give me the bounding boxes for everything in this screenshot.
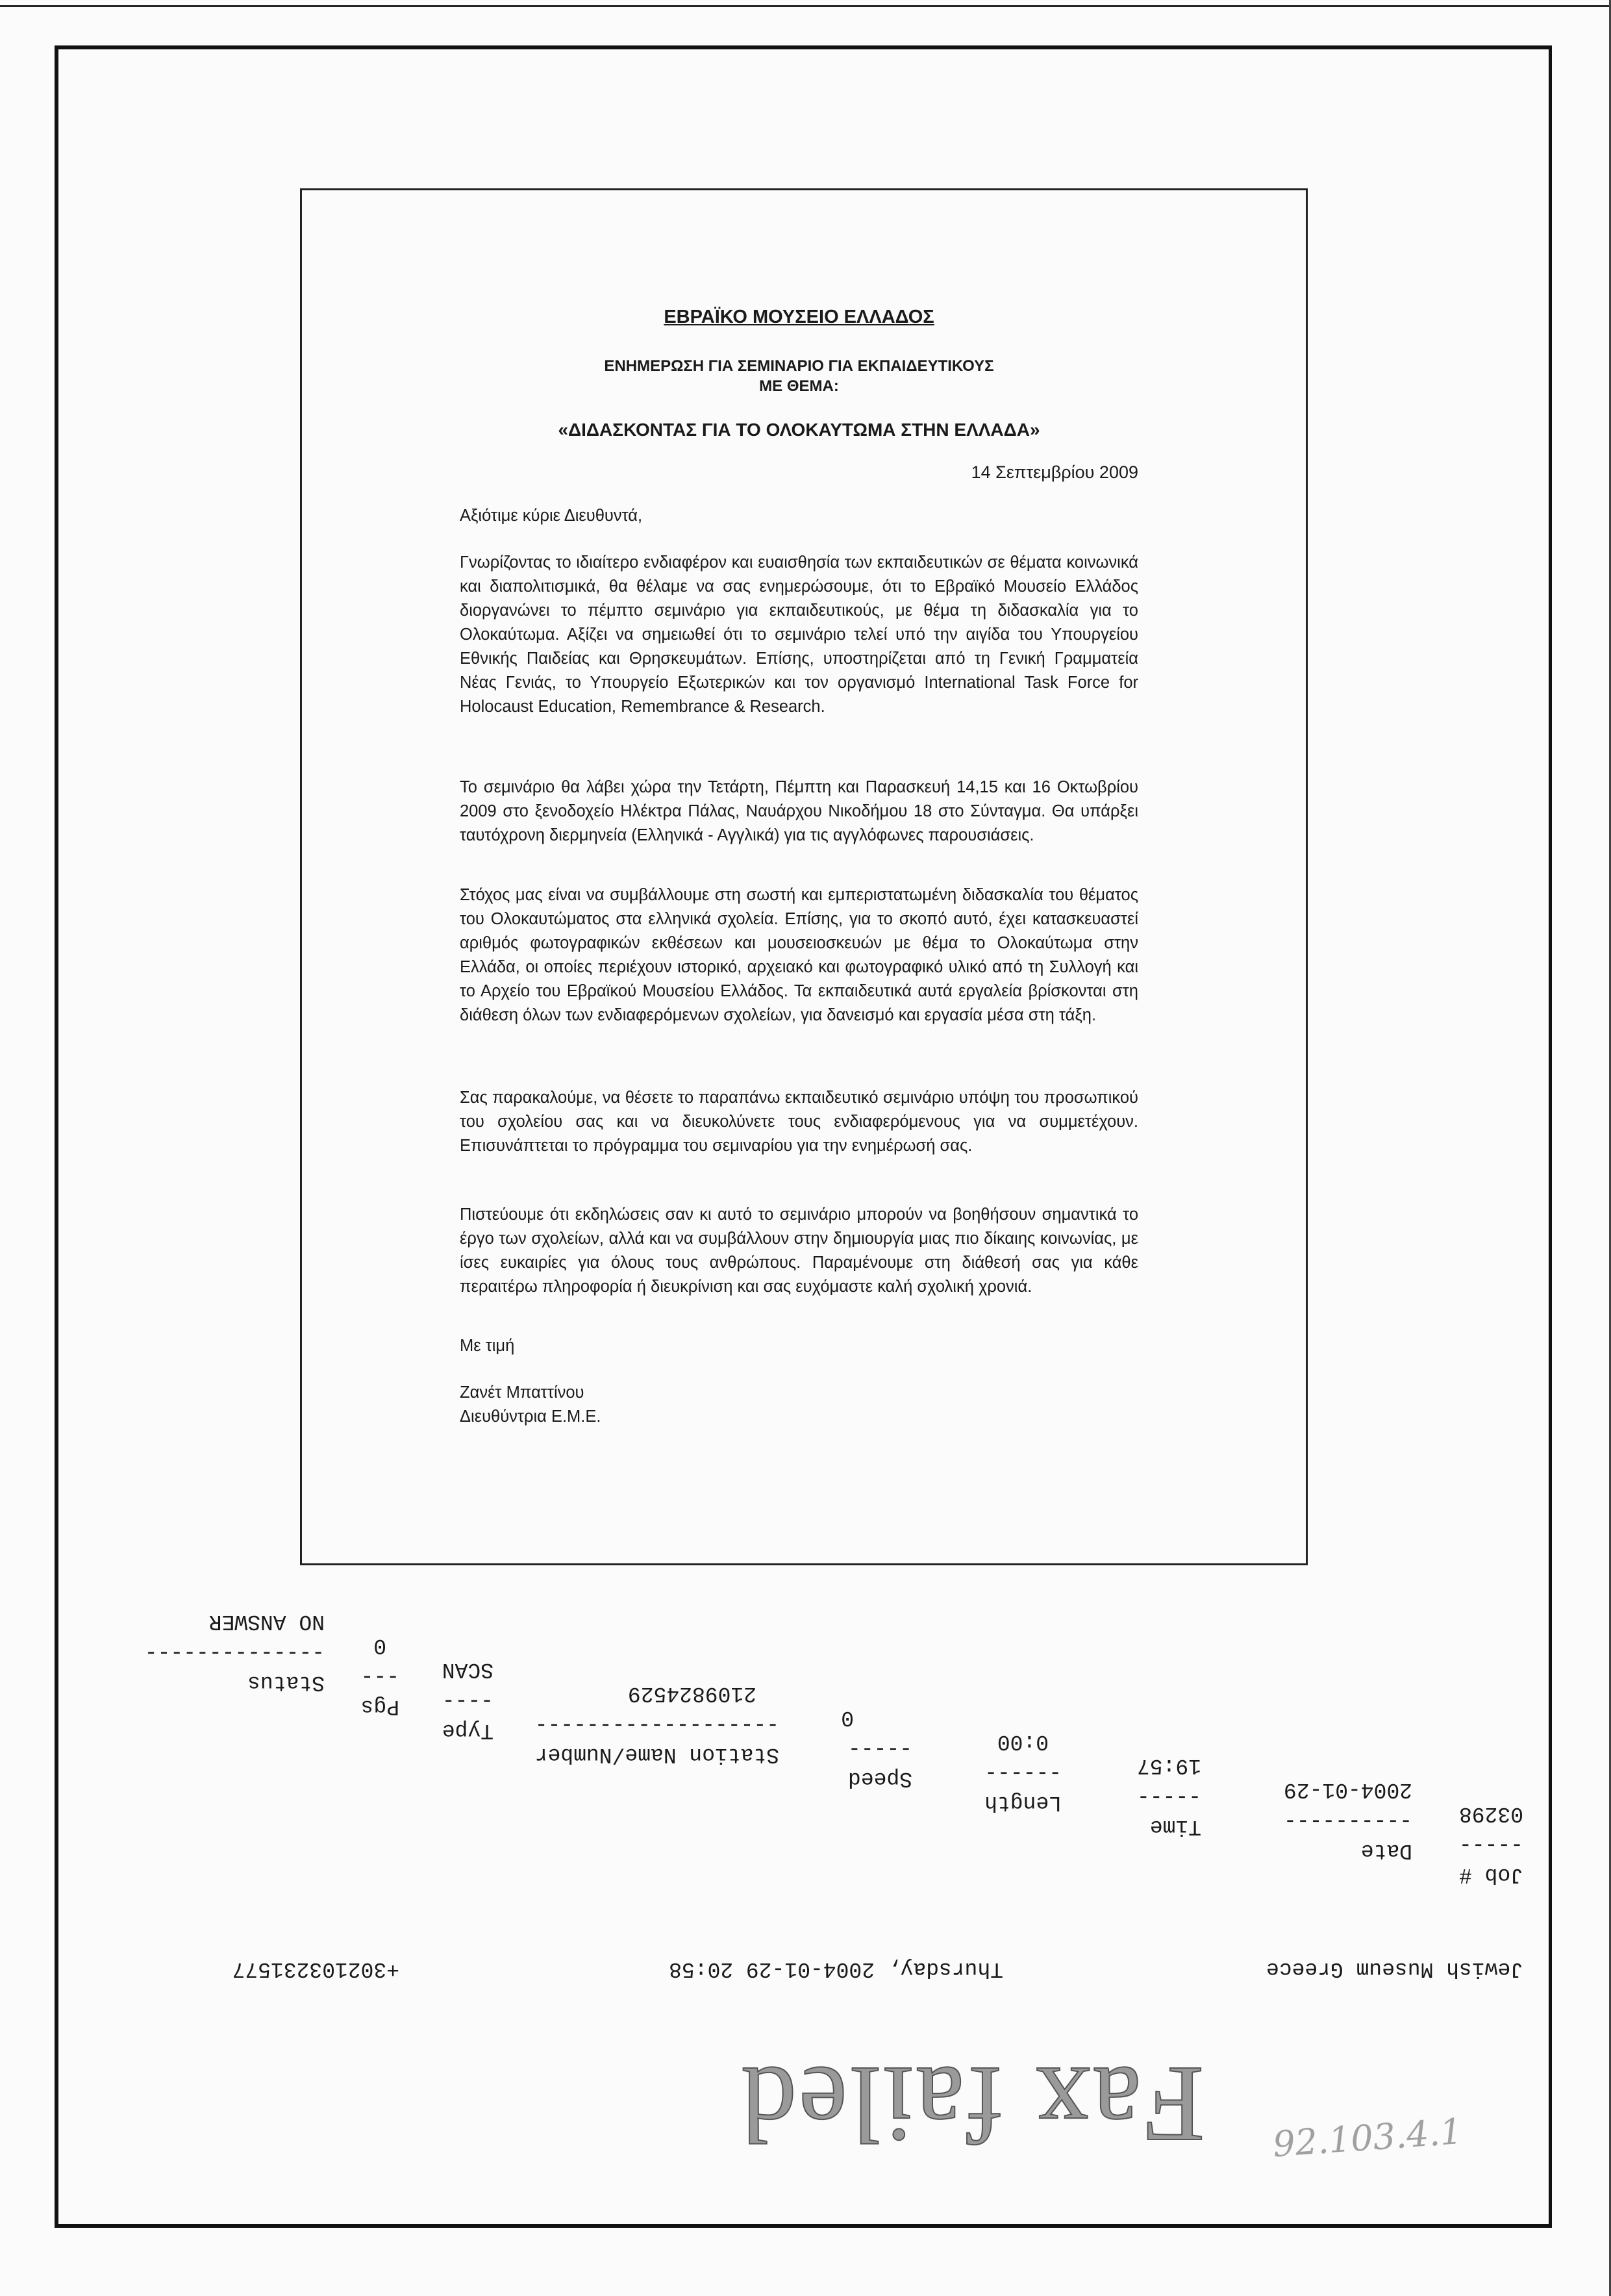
letter-signer-title: Διευθύντρια Ε.Μ.Ε.: [460, 1407, 601, 1426]
letter-subtitle-line2: ΜΕ ΘΕΜΑ:: [759, 377, 839, 395]
letter-paragraph: Στόχος μας είναι να συμβάλλουμε στη σωστή και εμπεριστατωμένη διδασκαλία του θέματος του Ολοκαυτώματος στα ελληνικά σχολεία. Επίσης, για το σκοπό αυτό, έχει κατασκευαστεί αριθμός φωτογραφικών εκθέσεων και μουσειοσκευών με θέμα το Ολοκαύτωμα στην Ελλάδα, οι οποίες περιέχουν ιστορικό, αρχειακό και φωτογραφικό υλικό από τη Συλλογή και το Αρχείο του Εβραϊκού Μουσείου Ελλάδος. Τα εκπαιδευτικά αυτά εργαλεία βρίσκονται στη διάθεση όλων των ενδιαφερόμενων σχολείων, για δανεισμό και εργασία μέσα στη τάξη.: [460, 886, 1138, 1024]
col-pgs: Pgs: [360, 1695, 399, 1719]
letter-paragraph: Σας παρακαλούμε, να θέσετε το παραπάνω εκπαιδευτικό σεμινάριο υπόψη του προσωπικού του σχολείου σας και να διευκολύνετε τους ενδιαφερόμενους για να συμμετέχουν. Επισυνάπτεται το πρόγραμμα του σεμιναρίου για την ενημέρωσή σας.: [460, 1089, 1138, 1155]
letter-paragraph: Πιστεύουμε ότι εκδηλώσεις σαν κι αυτό το σεμινάριο μπορούν να βοηθήσουν σημαντικά το έργο των σχολείων, αλλά και να συμβάλλουν στην δημιουργία μιας πιο δίκαιης κοινωνίας, με ίσες ευκαιρίες για όλους τους ανθρώπους. Παραμένουμε στη διάθεσή σας για κάθε περαιτέρω πληροφορία ή διευκρίνιση και σας ευχόμαστε καλή σχολική χρονιά.: [460, 1205, 1138, 1296]
divider-length: ------: [984, 1761, 1062, 1785]
letter-closing: Με τιμή: [460, 1337, 515, 1355]
cell-job: 03298: [1458, 1802, 1523, 1826]
letter-greeting: Αξιότιμε κύριε Διευθυντά,: [460, 507, 643, 525]
divider-job: -----: [1458, 1833, 1523, 1857]
divider-status: --------------: [144, 1641, 325, 1665]
cell-type: SCAN: [442, 1658, 493, 1682]
cell-pgs: 0: [373, 1634, 386, 1658]
col-status: Status: [247, 1671, 325, 1695]
letter-topic: «ΔΙΔΑΣΚΟΝΤΑΣ ΓΙΑ ΤΟ ΟΛΟΚΑΥΤΩΜΑ ΣΤΗΝ ΕΛΛΑΔΑ»: [558, 420, 1040, 440]
divider-pgs: ---: [360, 1665, 399, 1689]
cell-speed: 0: [841, 1706, 854, 1730]
cell-status: NO ANSWER: [208, 1609, 325, 1634]
handwritten-archive-number: 92.103.4.1: [1271, 2110, 1464, 2165]
divider-type: ----: [442, 1689, 493, 1713]
divider-speed: -----: [847, 1737, 912, 1761]
col-station: Station Name/Number: [534, 1743, 779, 1767]
col-type: Type: [442, 1719, 493, 1743]
divider-time: -----: [1136, 1785, 1201, 1809]
col-job: Job #: [1458, 1863, 1523, 1887]
fax-sender: Jewish Museum Greece: [1266, 1957, 1523, 1981]
letter-subtitle: [460, 356, 1138, 396]
letter-title: ΕΒΡΑΪΚΟ ΜΟΥΣΕΙΟ ΕΛΛΑΔΟΣ: [664, 307, 934, 327]
letter-subtitle-line1: ΕΝΗΜΕΡΩΣΗ ΓΙΑ ΣΕΜΙΝΑΡΙΟ ΓΙΑ ΕΚΠΑΙΔΕΥΤΙΚΟΥΣ: [604, 357, 994, 375]
fax-timestamp: Thursday, 2004-01-29 20:58: [669, 1957, 1003, 1981]
col-time: Time: [1149, 1815, 1201, 1839]
letter-paragraph: Γνωρίζοντας το ιδιαίτερο ενδιαφέρον και ευαισθησία των εκπαιδευτικών σε θέματα κοινωνικά και διαπολιτισμικά, θα θέλαμε να σας ενημερώσουμε, ότι το Εβραϊκό Μουσείο Ελλάδος διοργανώνει το πέμπτο σεμινάριο για εκπαιδευτικούς, με θέμα τη διδασκαλία για το Ολοκαύτωμα. Αξίζει να σημειωθεί ότι το σεμινάριο τελεί υπό την αιγίδα του Υπουργείου Εθνικής Παιδείας και Θρησκευμάτων. Επίσης, υποστηρίζεται από τη Γενική Γραμματεία Νέας Γενιάς, το Υπουργείο Εξωτερικών και τον οργανισμό International Task Force for Holocaust Education, Remembrance & Research.: [460, 553, 1138, 716]
divider-date: ----------: [1283, 1809, 1412, 1833]
cell-time: 19:57: [1136, 1754, 1201, 1778]
fax-sender-number: +302103231577: [232, 1957, 399, 1981]
col-speed: Speed: [847, 1767, 912, 1791]
col-date: Date: [1360, 1839, 1412, 1863]
letter-date: 14 Σεπτεμβρίου 2009: [971, 462, 1138, 482]
cell-station: 2109824529: [627, 1682, 756, 1706]
col-length: Length: [984, 1791, 1062, 1815]
page-edge-top: [0, 5, 1611, 7]
letter-signer-name: Ζανέτ Μπαττίνου: [460, 1383, 584, 1402]
cell-date: 2004-01-29: [1283, 1778, 1412, 1802]
cell-length: 0:00: [997, 1730, 1049, 1754]
letter-paragraph: Το σεμινάριο θα λάβει χώρα την Τετάρτη, Πέμπτη και Παρασκευή 14,15 και 16 Οκτωβρίου 2009 στο ξενοδοχείο Ηλέκτρα Πάλας, Ναυάρχου Νικοδήμου 18 στο Σύνταγμα. Θα υπάρξει ταυτόχρονη διερμηνεία (Ελληνικά - Αγγλικά) για τις αγγλόφωνες παρουσιάσεις.: [460, 778, 1138, 844]
fax-failed-banner: Fax failed: [739, 2044, 1205, 2165]
fax-report: [78, 1609, 1532, 2169]
divider-station: -------------------: [534, 1713, 779, 1737]
